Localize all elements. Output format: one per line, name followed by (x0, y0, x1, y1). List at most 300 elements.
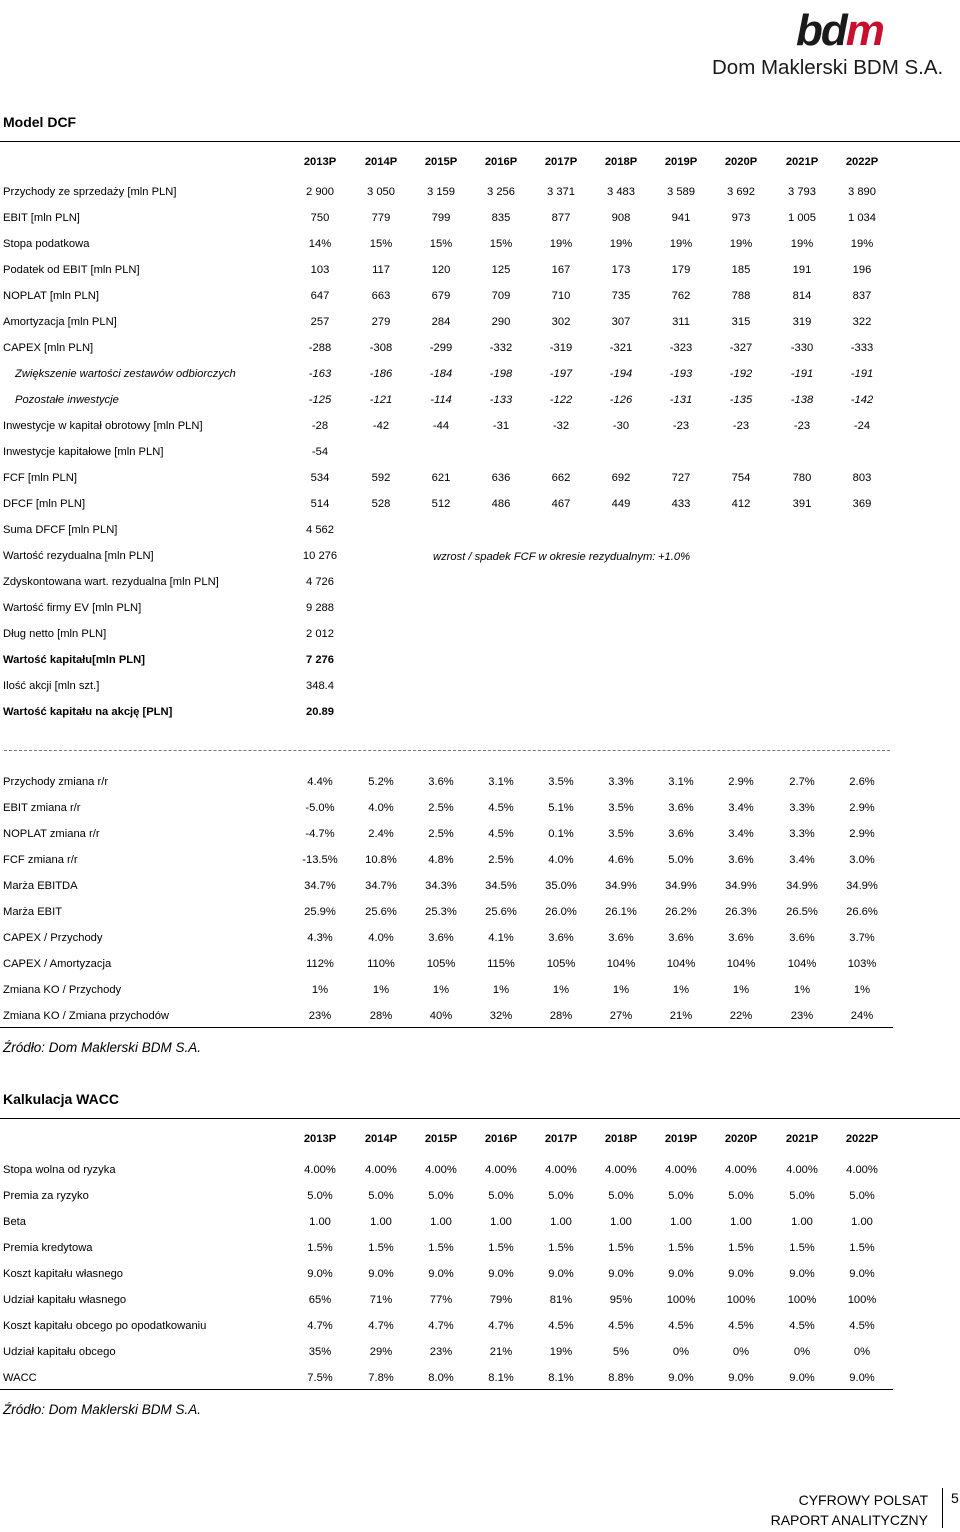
cell: -192 (729, 368, 753, 380)
table-row (0, 954, 960, 974)
cell: 21% (489, 1346, 513, 1358)
cell: 1.5% (608, 1242, 634, 1254)
cell: -333 (850, 342, 874, 354)
cell: 1.5% (728, 1242, 754, 1254)
footer-company: CYFROWY POLSAT (798, 1492, 928, 1508)
table-row (0, 824, 960, 844)
table-row (0, 416, 960, 436)
cell: 110% (367, 958, 395, 970)
cell: -121 (369, 394, 393, 406)
cell: 19% (669, 238, 693, 250)
cell: 34.9% (786, 880, 818, 892)
cell: 727 (671, 472, 691, 484)
row-label: EBIT [mln PLN] (3, 212, 80, 224)
wacc-top-rule (0, 1118, 960, 1119)
table-row (0, 1186, 960, 1206)
cell: 1.00 (430, 1216, 452, 1228)
cell: 4.7% (428, 1320, 454, 1332)
cell: -122 (549, 394, 573, 406)
cell: 754 (731, 472, 751, 484)
row-label: Wartość kapitału[mln PLN] (3, 654, 145, 666)
logo-company-name: Dom Maklerski BDM S.A. (712, 56, 944, 79)
table-row (0, 928, 960, 948)
row-label: Pozostałe inwestycje (15, 394, 119, 406)
cell: -299 (429, 342, 453, 354)
year-header-cell: 2020P (724, 1133, 758, 1145)
cell: 35.0% (545, 880, 577, 892)
cell: 9.0% (608, 1268, 634, 1280)
cell: -193 (669, 368, 693, 380)
cell: -194 (609, 368, 633, 380)
cell: 2.5% (428, 828, 454, 840)
cell: 3 692 (727, 186, 755, 198)
cell: 19% (729, 238, 753, 250)
cell: 941 (671, 212, 691, 224)
cell: 3.6% (789, 932, 815, 944)
cell: 8.1% (488, 1372, 514, 1384)
row-label: FCF zmiana r/r (3, 854, 78, 866)
cell: 1.00 (791, 1216, 813, 1228)
cell: 307 (611, 316, 631, 328)
cell: 4.00% (725, 1164, 757, 1176)
residual-growth-note: wzrost / spadek FCF w okresie rezydualnym: (433, 551, 656, 563)
cell: 5.2% (368, 776, 394, 788)
cell: 77% (429, 1294, 453, 1306)
cell: 5.0% (488, 1190, 514, 1202)
cell: -23 (672, 420, 690, 432)
cell: 1.00 (851, 1216, 873, 1228)
cell: 322 (852, 316, 872, 328)
cell: 24% (850, 1010, 874, 1022)
cell: 663 (371, 290, 391, 302)
cell: 32% (489, 1010, 513, 1022)
cell: 5% (612, 1346, 630, 1358)
cell: 3 589 (667, 186, 695, 198)
table-row (0, 1264, 960, 1284)
cell: -308 (369, 342, 393, 354)
row-label: NOPLAT zmiana r/r (3, 828, 100, 840)
cell: 4.00% (786, 1164, 818, 1176)
cell: 257 (310, 316, 330, 328)
table-row (0, 1368, 960, 1388)
cell: -31 (492, 420, 510, 432)
cell: 26.2% (665, 906, 697, 918)
cell: 5.0% (608, 1190, 634, 1202)
table-row (0, 286, 960, 306)
cell: 23% (308, 1010, 332, 1022)
cell: 104% (666, 958, 696, 970)
cell: 5.0% (668, 1190, 694, 1202)
year-header-cell: 2019P (664, 156, 698, 168)
row-label: Podatek od EBIT [mln PLN] (3, 264, 140, 276)
cell: 4.5% (728, 1320, 754, 1332)
cell: 0.1% (548, 828, 574, 840)
table-row (0, 208, 960, 228)
ratios-bottom-rule (0, 1027, 893, 1028)
cell: 7.5% (307, 1372, 333, 1384)
cell: 28% (369, 1010, 393, 1022)
table-row (0, 468, 960, 488)
cell: 762 (671, 290, 691, 302)
cell: 9.0% (789, 1268, 815, 1280)
cell: 9.0% (728, 1268, 754, 1280)
cell: 4.00% (605, 1164, 637, 1176)
cell: 71% (369, 1294, 393, 1306)
cell: 1.5% (307, 1242, 333, 1254)
cell: 4 562 (306, 524, 334, 536)
table-row (0, 1160, 960, 1180)
cell: -23 (793, 420, 811, 432)
cell: -131 (669, 394, 693, 406)
cell: 9.0% (307, 1268, 333, 1280)
cell: -163 (308, 368, 332, 380)
cell: 0% (793, 1346, 811, 1358)
cell: 26.1% (605, 906, 637, 918)
section-divider (4, 750, 890, 751)
cell: 167 (551, 264, 571, 276)
cell: 4.5% (488, 802, 514, 814)
cell: 8.1% (548, 1372, 574, 1384)
cell: 5.1% (548, 802, 574, 814)
cell: -323 (669, 342, 693, 354)
cell: 3.3% (789, 802, 815, 814)
cell: 908 (611, 212, 631, 224)
cell: 9.0% (548, 1268, 574, 1280)
cell: 3 890 (848, 186, 876, 198)
cell: 19% (549, 238, 573, 250)
cell: 9.0% (849, 1372, 875, 1384)
cell: -32 (552, 420, 570, 432)
table-row (0, 338, 960, 358)
cell: 26.6% (846, 906, 878, 918)
cell: 4.00% (485, 1164, 517, 1176)
cell: 4.00% (665, 1164, 697, 1176)
year-header-cell: 2013P (303, 156, 337, 168)
cell: 19% (549, 1346, 573, 1358)
cell: 467 (551, 498, 571, 510)
cell: 1% (432, 984, 450, 996)
cell: -42 (372, 420, 390, 432)
cell: 23% (790, 1010, 814, 1022)
cell: 191 (792, 264, 812, 276)
cell: 4.3% (307, 932, 333, 944)
cell: 4.4% (307, 776, 333, 788)
cell: -133 (489, 394, 513, 406)
cell: 1.5% (849, 1242, 875, 1254)
cell: 528 (371, 498, 391, 510)
cell: -23 (732, 420, 750, 432)
cell: 0% (732, 1346, 750, 1358)
cell: 8.0% (428, 1372, 454, 1384)
row-label: CAPEX / Przychody (3, 932, 103, 944)
table-row (0, 182, 960, 202)
year-header-cell: 2019P (664, 1133, 698, 1145)
ratios-source: Źródło: Dom Maklerski BDM S.A. (3, 1040, 202, 1055)
cell: 1.00 (490, 1216, 512, 1228)
table-row (0, 572, 960, 592)
cell: 4.5% (849, 1320, 875, 1332)
cell: 2.5% (488, 854, 514, 866)
cell: 40% (429, 1010, 453, 1022)
cell: 22% (729, 1010, 753, 1022)
cell: 3 371 (547, 186, 575, 198)
cell: 9.0% (728, 1372, 754, 1384)
cell: 9.0% (849, 1268, 875, 1280)
cell: 3.6% (668, 932, 694, 944)
cell: 9.0% (789, 1372, 815, 1384)
cell: 26.5% (786, 906, 818, 918)
cell: 1.00 (550, 1216, 572, 1228)
cell: 835 (491, 212, 511, 224)
cell: 9.0% (488, 1268, 514, 1280)
row-label: EBIT zmiana r/r (3, 802, 81, 814)
cell: 3.5% (608, 802, 634, 814)
table-row (0, 312, 960, 332)
cell: 412 (731, 498, 751, 510)
cell: 79% (489, 1294, 513, 1306)
cell: 1.5% (548, 1242, 574, 1254)
cell: 5.0% (789, 1190, 815, 1202)
cell: 103% (847, 958, 877, 970)
cell: -44 (432, 420, 450, 432)
table-row (0, 260, 960, 280)
row-label: Udział kapitału własnego (3, 1294, 127, 1306)
cell: 2 900 (306, 186, 334, 198)
cell: 9.0% (368, 1268, 394, 1280)
cell: 3.6% (668, 828, 694, 840)
cell: 25.6% (485, 906, 517, 918)
cell: 0% (853, 1346, 871, 1358)
cell: 3.6% (428, 932, 454, 944)
cell: 9.0% (668, 1372, 694, 1384)
cell: 100% (666, 1294, 696, 1306)
row-label: Suma DFCF [mln PLN] (3, 524, 118, 536)
cell: 4.00% (425, 1164, 457, 1176)
wacc-bottom-rule (0, 1389, 893, 1390)
cell: -332 (489, 342, 513, 354)
cell: 29% (369, 1346, 393, 1358)
cell: 9.0% (428, 1268, 454, 1280)
cell: 105% (546, 958, 576, 970)
year-header-cell: 2017P (544, 1133, 578, 1145)
cell: -330 (790, 342, 814, 354)
cell: 173 (611, 264, 631, 276)
table-row (0, 390, 960, 410)
cell: 735 (611, 290, 631, 302)
cell: 514 (310, 498, 330, 510)
cell: 35% (308, 1346, 332, 1358)
residual-growth-value: +1.0% (658, 551, 691, 563)
cell: 4.5% (608, 1320, 634, 1332)
row-label: Zmiana KO / Przychody (3, 984, 122, 996)
cell: 433 (671, 498, 691, 510)
cell: 1% (612, 984, 630, 996)
cell: 19% (850, 238, 874, 250)
cell: 3.0% (849, 854, 875, 866)
cell: 125 (491, 264, 511, 276)
cell: 486 (491, 498, 511, 510)
year-header-cell: 2021P (785, 156, 819, 168)
cell: 14% (308, 238, 332, 250)
cell: -28 (311, 420, 329, 432)
cell: 5.0% (728, 1190, 754, 1202)
row-label: NOPLAT [mln PLN] (3, 290, 99, 302)
cell: 26.3% (725, 906, 757, 918)
cell: 319 (792, 316, 812, 328)
cell: -197 (549, 368, 573, 380)
cell: 1.5% (668, 1242, 694, 1254)
cell: 100% (726, 1294, 756, 1306)
row-label: FCF [mln PLN] (3, 472, 77, 484)
cell: 25.9% (304, 906, 336, 918)
cell: 9.0% (668, 1268, 694, 1280)
cell: 1.00 (309, 1216, 331, 1228)
year-header-cell: 2015P (424, 1133, 458, 1145)
cell: -126 (609, 394, 633, 406)
cell: 284 (431, 316, 451, 328)
cell: 104% (606, 958, 636, 970)
wacc-source: Źródło: Dom Maklerski BDM S.A. (3, 1402, 202, 1417)
page-number: 5 (951, 1490, 959, 1506)
cell: -135 (729, 394, 753, 406)
cell: 449 (611, 498, 631, 510)
row-label: Stopa wolna od ryzyka (3, 1164, 116, 1176)
cell: 81% (549, 1294, 573, 1306)
row-label: Marża EBIT (3, 906, 63, 918)
cell: 279 (371, 316, 391, 328)
cell: 2.9% (728, 776, 754, 788)
cell: 799 (431, 212, 451, 224)
cell: 1.5% (488, 1242, 514, 1254)
cell: 9 288 (306, 602, 334, 614)
cell: 750 (310, 212, 330, 224)
dcf-year-header (0, 152, 960, 172)
cell: -321 (609, 342, 633, 354)
cell: 26.0% (545, 906, 577, 918)
cell: 1.00 (370, 1216, 392, 1228)
table-row (0, 1342, 960, 1362)
table-row (0, 876, 960, 896)
table-row (0, 1006, 960, 1026)
cell: 105% (426, 958, 456, 970)
cell: 3.6% (668, 802, 694, 814)
logo-mark-text: bdm (796, 6, 883, 55)
cell: 3.5% (608, 828, 634, 840)
cell: 23% (429, 1346, 453, 1358)
row-label: Zmiana KO / Zmiana przychodów (3, 1010, 170, 1022)
table-row (0, 1290, 960, 1310)
row-label: Zdyskontowana wart. rezydualna [mln PLN] (3, 576, 219, 588)
table-row (0, 234, 960, 254)
cell: 34.9% (846, 880, 878, 892)
cell: 28% (549, 1010, 573, 1022)
row-label: Marża EBITDA (3, 880, 78, 892)
cell: -327 (729, 342, 753, 354)
cell: 3.1% (488, 776, 514, 788)
cell: 1% (853, 984, 871, 996)
cell: 10 276 (302, 550, 338, 562)
cell: 311 (672, 316, 690, 328)
cell: 1% (672, 984, 690, 996)
cell: 662 (551, 472, 571, 484)
cell: -13.5% (302, 854, 338, 866)
cell: 2.4% (368, 828, 394, 840)
row-label: WACC (3, 1372, 37, 1384)
cell: 647 (310, 290, 330, 302)
cell: 15% (489, 238, 513, 250)
cell: 3.1% (668, 776, 694, 788)
cell: 302 (551, 316, 571, 328)
cell: 3.5% (548, 776, 574, 788)
cell: -288 (308, 342, 332, 354)
cell: 592 (371, 472, 391, 484)
year-header-cell: 2021P (785, 1133, 819, 1145)
cell: 196 (852, 264, 872, 276)
cell: 2.9% (849, 802, 875, 814)
cell: -142 (850, 394, 874, 406)
cell: 34.7% (304, 880, 336, 892)
cell: 315 (731, 316, 751, 328)
cell: 4.6% (608, 854, 634, 866)
table-row (0, 850, 960, 870)
year-header-cell: 2018P (604, 156, 638, 168)
cell: 692 (611, 472, 631, 484)
cell: 3 159 (427, 186, 455, 198)
cell: 103 (310, 264, 330, 276)
table-row (0, 902, 960, 922)
cell: 25.3% (425, 906, 457, 918)
cell: 3.6% (548, 932, 574, 944)
cell: 5.0% (428, 1190, 454, 1202)
cell: 3 050 (367, 186, 395, 198)
table-row (0, 364, 960, 384)
cell: 7.8% (368, 1372, 394, 1384)
cell: 1.00 (730, 1216, 752, 1228)
cell: 104% (787, 958, 817, 970)
table-row (0, 676, 960, 696)
year-header-cell: 2022P (845, 156, 879, 168)
row-label: Dług netto [mln PLN] (3, 628, 107, 640)
cell: 779 (371, 212, 391, 224)
cell: 1% (311, 984, 329, 996)
cell: -24 (853, 420, 871, 432)
cell: 1.5% (368, 1242, 394, 1254)
cell: 5.0% (668, 854, 694, 866)
cell: 104% (726, 958, 756, 970)
cell: -4.7% (305, 828, 335, 840)
cell: 25.6% (365, 906, 397, 918)
cell: 10.8% (365, 854, 397, 866)
cell: 636 (491, 472, 511, 484)
cell: 621 (431, 472, 451, 484)
cell: 2.9% (849, 828, 875, 840)
cell: 0% (672, 1346, 690, 1358)
cell: 117 (372, 264, 390, 276)
cell: 512 (431, 498, 451, 510)
dcf-title: Model DCF (3, 114, 77, 130)
cell: 4.5% (668, 1320, 694, 1332)
row-label: Inwestycje kapitałowe [mln PLN] (3, 446, 164, 458)
cell: 3.6% (428, 776, 454, 788)
cell: 5.0% (307, 1190, 333, 1202)
cell: 4.0% (548, 854, 574, 866)
row-label: CAPEX [mln PLN] (3, 342, 94, 354)
cell: 2.6% (849, 776, 875, 788)
year-header-cell: 2020P (724, 156, 758, 168)
cell: 34.9% (725, 880, 757, 892)
cell: 5.0% (548, 1190, 574, 1202)
cell: -184 (429, 368, 453, 380)
